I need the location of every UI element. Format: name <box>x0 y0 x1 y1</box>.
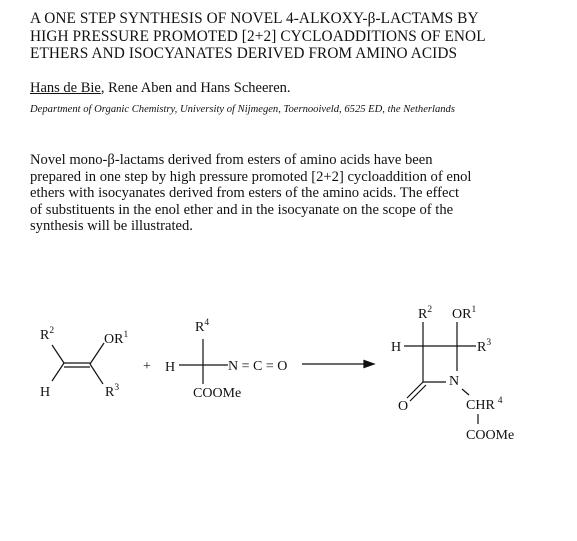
title-line: A ONE STEP SYNTHESIS OF NOVEL 4-ALKOXY-β-LACTAMS BY <box>30 10 479 27</box>
enol-h-label: H <box>40 385 51 400</box>
presenting-author: Hans de Bie <box>30 80 101 96</box>
plus-sign: + <box>143 359 151 374</box>
bond-r3 <box>90 364 103 384</box>
iso-r4-label: $R^4$ <box>195 318 210 335</box>
abstract-line: Novel mono-β-lactams derived from esters of amino acids have been <box>30 152 433 168</box>
isocyanate-structure <box>165 318 287 401</box>
bond-n-chr4 <box>462 389 469 395</box>
prod-h-label: H <box>391 340 402 355</box>
enol-r2-label: $R^2$ <box>40 326 55 343</box>
abstract-line: of substituents in the enol ether and in the isocyanate on the scope of the <box>30 201 454 218</box>
reaction-arrow <box>302 361 374 368</box>
enol-ether-structure <box>40 326 128 400</box>
bond-h <box>52 363 64 381</box>
enol-or1-label: $OR^1$ <box>104 330 129 347</box>
abstract-line: synthesis will be illustrated. <box>30 218 193 235</box>
iso-coome-label: COOMe <box>193 386 242 401</box>
arrow-head <box>364 361 374 368</box>
title-line: HIGH PRESSURE PROMOTED [2+2] CYCLOADDITIONS OF ENOL <box>30 27 486 45</box>
prod-r2-label: $R^2$ <box>418 305 433 322</box>
prod-r3-label: $R^3$ <box>477 338 492 355</box>
beta-lactam-structure <box>391 305 514 443</box>
co-authors: , Rene Aben and Hans Scheeren. <box>100 80 291 96</box>
bond-or1 <box>90 343 104 364</box>
title-line: ETHERS AND ISOCYANATES DERIVED FROM AMINO ACIDS <box>30 45 458 62</box>
iso-nco-label: N = C = O <box>228 359 288 374</box>
enol-r3-label: $R^3$ <box>105 383 120 400</box>
abstract-line: prepared in one step by high pressure promoted [2+2] cycloaddition of enol <box>30 168 472 185</box>
affiliation: Department of Organic Chemistry, University of Nijmegen, Toernooiveld, 6525 ED, the Netherlands <box>30 104 455 115</box>
iso-h-label: H <box>165 360 176 375</box>
prod-o-label: O <box>398 399 409 414</box>
prod-chr4-label: CHR $^4$ <box>466 396 503 413</box>
prod-coome-label: COOMe <box>466 428 515 443</box>
abstract-line: ethers with isocyanates derived from esters of the amino acids. The effect <box>30 185 460 202</box>
prod-n-label: N <box>449 374 460 389</box>
prod-or1-label: $OR^1$ <box>452 305 477 322</box>
bond-r2 <box>52 345 64 363</box>
